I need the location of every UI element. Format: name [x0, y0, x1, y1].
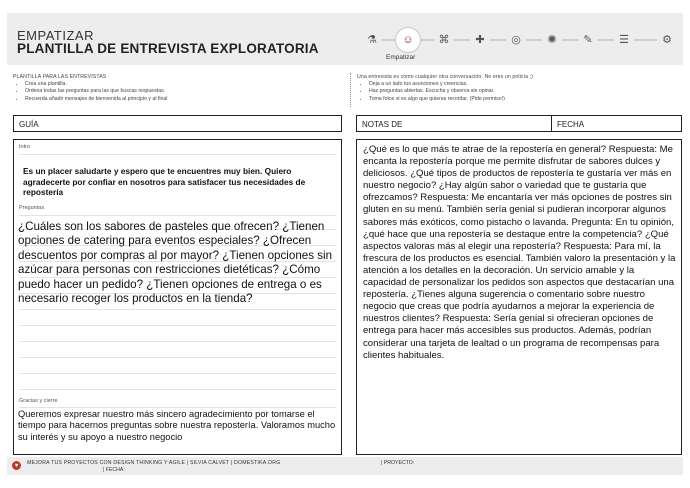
list-item: • Haz preguntas abiertas. Escucha y observa sin opinar.: [369, 88, 682, 95]
process-steps: [362, 27, 680, 53]
questions-text[interactable]: ¿Cuáles son los sabores de pasteles que ofrecen? ¿Tienen opciones de catering para eventos especiales? ¿Ofrecen descuentos por compras al por mayor? ¿Tienen opciones sin azúcar para personas con restricciones dietéticas? ¿Cómo puedo hacer un pedido? ¿Tienen opciones de entrega o es necesario recoger los productos en la tienda?: [18, 220, 333, 306]
page-title: PLANTILLA DE ENTREVISTA EXPLORATORIA: [17, 41, 319, 56]
active-step-label: Empatizar: [386, 54, 416, 61]
flask-icon: ⚗: [362, 29, 382, 49]
target-icon: ◎: [506, 29, 526, 49]
template-page: [7, 13, 683, 476]
list-item: • Recuerda añadir mensajes de bienvenida al principio y al final: [25, 96, 343, 103]
instructions-list: [13, 81, 343, 103]
notes-text[interactable]: ¿Qué es lo que más te atrae de la repostería en general? Respuesta: Me encanta la repostería porque me permite disfrutar de sabores dulces y deliciosos. ¿Qué tipos de productos de repostería te gustaría ver más en nuestro negocio? ¿Hay algún sabor o variedad que te gustaría que ofrezcamos? Respuesta: Me encantaría ver más opciones de postres sin gluten en su menú. También sería genial si pudieran incorporar algunos sabores más exóticos, como pistacho o lavanda. Pregunta: En tu opinión, ¿qué hace que una repostería se destaque entre la competencia? ¿Qué aspectos valoras más al elegir una repostería? Respuesta: Para mí, la frescura de los productos es esencial. También valoro la presentación y la atención a los detalles en la decoración. Un servicio amable y la capacidad de personalizar los pedidos son aspectos que destacarían una repostería. ¿Tienes alguna sugerencia o comentario sobre nuestro negocio que creas que podría ayudarnos a mejorar la experiencia de nuestros clientes? Respuesta: Sería genial si ofrecieran opciones de entrega para hacer más accesibles sus productos. Además, podrían considerar una tarjeta de lealtad o un programa de recompensas para clientes habituales.: [363, 144, 676, 361]
divider: [19, 215, 336, 216]
tips-title: Una entrevista es como cualquier otra conversación. No eres un policía ;): [357, 74, 533, 80]
intro-text[interactable]: Es un placer saludarte y espero que te encuentres muy bien. Quiero agradecerte por confiar en nosotros para satisfacer tus necesidades de repostería: [23, 166, 306, 197]
footer-band: [7, 457, 683, 475]
divider: [19, 309, 336, 310]
divider: [19, 389, 336, 390]
list-item: • Toma fotos si es algo que quieras recordar. (Pide permiso!): [369, 96, 682, 103]
header-band: [7, 13, 683, 65]
head-icon: ☺: [395, 27, 421, 53]
date-field[interactable]: FECHA: [551, 115, 682, 132]
list-icon: ☰: [614, 29, 634, 49]
gear-icon: ⚙: [657, 29, 677, 49]
network-icon: ⌘: [434, 29, 454, 49]
instructions-title: PLANTILLA PARA LAS ENTREVISTAS: [13, 74, 107, 80]
footer-date-field[interactable]: | FECHA:: [103, 467, 125, 473]
questions-label: Preguntas: [19, 205, 45, 211]
instructions-divider: [350, 73, 351, 107]
interview-instructions: [13, 74, 343, 103]
list-item: • Crea una plantilla.: [25, 81, 343, 88]
guide-label: GUÍA: [13, 115, 342, 132]
divider: [19, 357, 336, 358]
lightbulb-icon: ✺: [542, 29, 562, 49]
footer-credits: MEJORA TUS PROYECTOS CON DESIGN THINKING Y AGILE | SILVIA CALVET | DOMESTIKA.ORG: [27, 460, 281, 466]
divider: [19, 154, 336, 155]
list-item: • Ordena todas las preguntas para las que buscas respuestas.: [25, 88, 343, 95]
interview-tips: [357, 74, 682, 103]
divider: [19, 407, 336, 408]
notes-by-field[interactable]: NOTAS DE: [356, 115, 552, 132]
signpost-icon: ✚: [470, 29, 490, 49]
heart-logo-icon: ♥: [12, 461, 21, 470]
tips-list: [357, 81, 682, 103]
notes-panel: [356, 139, 682, 455]
intro-label: Intro: [19, 144, 31, 150]
footer-project-field[interactable]: | PROYECTO:: [381, 460, 415, 466]
closing-text[interactable]: Queremos expresar nuestro más sincero agradecimiento por tomarse el tiempo para hacernos preguntas sobre nuestra repostería. Valoramos mucho su interés y su apoyo a nuestro negocio: [18, 409, 336, 442]
closing-label: Gracias y cierre: [19, 398, 58, 404]
divider: [19, 341, 336, 342]
guide-panel: [13, 139, 342, 455]
divider: [19, 325, 336, 326]
list-item: • Deja a un lado tus asunciones y creencias.: [369, 81, 682, 88]
phase-title: EMPATIZAR: [17, 28, 94, 43]
pencil-icon: ✎: [578, 29, 598, 49]
divider: [19, 373, 336, 374]
